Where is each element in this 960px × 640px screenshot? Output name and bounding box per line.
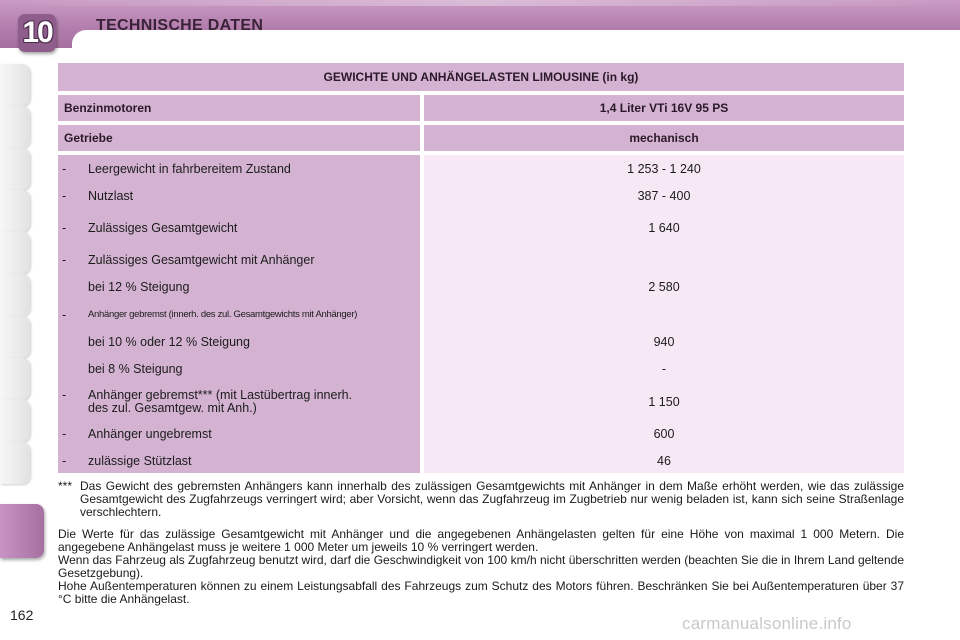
gearbox-row	[58, 125, 904, 151]
footnote-marker: ***	[58, 479, 73, 493]
list-dash: -	[62, 454, 67, 468]
chapter-title: TECHNISCHE DATEN	[96, 17, 264, 34]
table-labels-column	[58, 155, 420, 473]
chapter-tab[interactable]	[0, 274, 30, 316]
row-label-line2: des zul. Gesamtgew. mit Anh.)	[88, 401, 257, 415]
chapter-tab[interactable]	[0, 442, 30, 484]
row-value: 1 150	[648, 395, 680, 409]
list-dash: -	[62, 162, 67, 176]
row-label: bei 8 % Steigung	[88, 362, 183, 376]
chapter-tab[interactable]	[0, 232, 30, 274]
row-label: Nutzlast	[88, 189, 134, 203]
row-label-line1: Anhänger gebremst*** (mit Lastübertrag innerh.	[88, 388, 353, 402]
row-value: 1 640	[648, 221, 680, 235]
chapter-tab[interactable]	[0, 148, 30, 190]
row-label: bei 12 % Steigung	[88, 280, 190, 294]
list-dash: -	[62, 427, 67, 441]
list-dash: -	[62, 221, 67, 235]
row-label: Zulässiges Gesamtgewicht	[88, 221, 238, 235]
list-dash: -	[62, 388, 67, 402]
paragraph-speed: Wenn das Fahrzeug als Zugfahrzeug benutzt wird, darf die Geschwindigkeit von 100 km/h nicht überschritten werden (beachten Sie die in Ihrem Land geltende Gesetzgebung).	[58, 553, 904, 580]
list-dash: -	[62, 189, 67, 203]
table-values-column	[424, 155, 904, 473]
table-title: GEWICHTE UND ANHÄNGELASTEN LIMOUSINE (in kg)	[58, 63, 904, 91]
gearbox-label: Getriebe	[58, 125, 420, 151]
watermark: carmanualsonline.info	[682, 614, 852, 633]
footnote-text: Das Gewicht des gebremsten Anhängers kann innerhalb des zulässigen Gesamtgewichts mit Anhänger in dem Maße erhöht werden, wie das zulässige Gesamtgewicht des Zugfahrzeugs verringert wird; aber Vorsicht, wenn das Zugfahrzeug im Zugbetrieb nur wenig beladen ist, kann sich seine Straßenlage verschlechtern.	[80, 479, 904, 519]
chapter-tab-strip	[0, 64, 34, 564]
chapter-tab[interactable]	[0, 64, 30, 106]
gearbox-value: mechanisch	[424, 125, 904, 151]
header-sheen	[0, 0, 960, 6]
engine-value: 1,4 Liter VTi 16V 95 PS	[424, 95, 904, 121]
chapter-badge	[18, 14, 56, 52]
row-label: Anhänger ungebremst	[88, 427, 212, 441]
chapter-tab[interactable]	[0, 190, 30, 232]
row-label: Zulässiges Gesamtgewicht mit Anhänger	[88, 253, 315, 267]
row-value: 46	[657, 454, 671, 468]
list-dash: -	[62, 253, 67, 267]
row-value: 600	[653, 427, 675, 441]
chapter-tab[interactable]	[0, 106, 30, 148]
chapter-tab[interactable]	[0, 316, 30, 358]
row-value: -	[661, 362, 667, 376]
row-label: Leergewicht in fahrbereitem Zustand	[88, 162, 291, 176]
list-dash: -	[62, 308, 67, 322]
footnote	[58, 480, 904, 519]
weights-table	[58, 63, 904, 473]
row-label: zulässige Stützlast	[88, 454, 192, 468]
row-value: 2 580	[648, 280, 680, 294]
chapter-tab[interactable]	[0, 358, 30, 400]
notes-paragraph	[58, 528, 904, 606]
row-value: 940	[653, 335, 675, 349]
table-body	[58, 155, 904, 473]
row-value: 1 253 - 1 240	[627, 162, 701, 176]
row-label: Anhänger gebremst (innerh. des zul. Gesamtgewichts mit Anhänger)	[88, 309, 358, 320]
row-label: bei 10 % oder 12 % Steigung	[88, 335, 250, 349]
paragraph-temperature: Hohe Außentemperaturen können zu einem Leistungsabfall des Fahrzeugs zum Schutz des Motors führen. Beschränken Sie bei Außentemperaturen über 37 °C bitte die Anhängelast.	[58, 579, 904, 606]
engine-row	[58, 95, 904, 121]
paragraph-altitude: Die Werte für das zulässige Gesamtgewicht mit Anhänger und die angegebenen Anhängelasten gelten für eine Höhe von maximal 1 000 Metern. Die angegebene Anhängelast muss je weitere 1 000 Meter um jeweils 10 % verringert werden.	[58, 527, 904, 554]
chapter-number: 10	[22, 16, 52, 49]
row-value: 387 - 400	[637, 189, 691, 203]
page-number: 162	[10, 607, 34, 623]
chapter-tab[interactable]	[0, 400, 30, 442]
chapter-tab-active[interactable]	[0, 504, 44, 558]
engine-label: Benzinmotoren	[58, 95, 420, 121]
